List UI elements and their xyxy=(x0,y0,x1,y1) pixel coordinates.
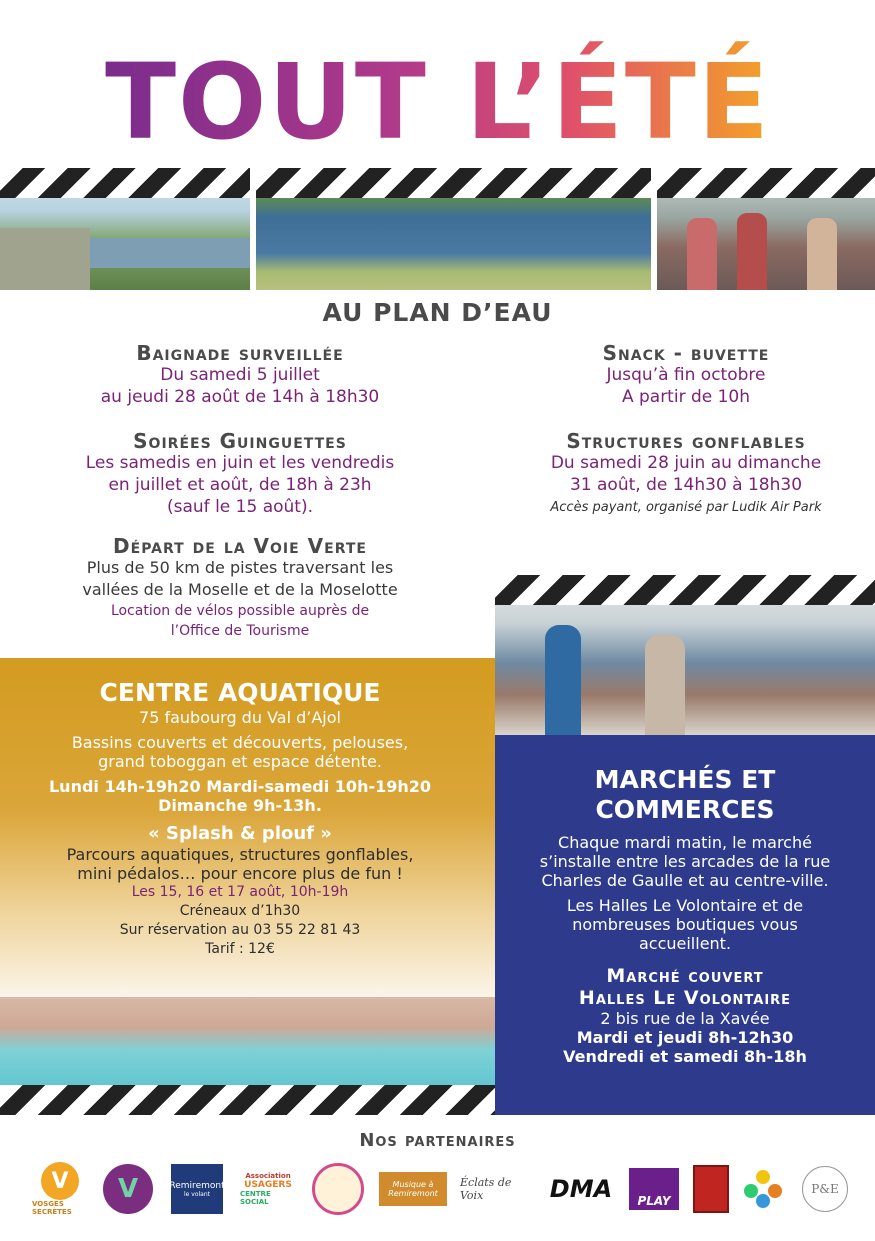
aquatique-hours1: Lundi 14h-19h20 Mardi-samedi 10h-19h20 xyxy=(48,777,432,796)
snack-line2: A partir de 10h xyxy=(621,387,751,407)
gonflables-line2: 31 août, de 14h30 à 18h30 xyxy=(569,475,803,495)
baignade-line2: au jeudi 28 août de 14h à 18h30 xyxy=(100,387,380,407)
pe-text: P&E xyxy=(802,1166,848,1212)
partners-heading xyxy=(0,1130,875,1152)
voie-verte-line2: vallées de la Moselle et de la Moselotte xyxy=(82,580,398,599)
dma-text: DMA xyxy=(549,1175,613,1203)
marches-p1-line1: Chaque mardi matin, le marché xyxy=(558,833,812,852)
splash-line1: Parcours aquatiques, structures gonflables, xyxy=(66,845,414,864)
marches-p2-line3: accueillent. xyxy=(638,934,732,953)
gonflables-line1: Du samedi 28 juin au dimanche xyxy=(550,453,822,473)
swimming-pool-photo xyxy=(0,997,495,1115)
guinguettes-line1: Les samedis en juin et les vendredis xyxy=(85,453,395,473)
association-usagers-logo[interactable] xyxy=(240,1160,296,1218)
guinguettes-block xyxy=(20,430,460,518)
voie-verte-block xyxy=(20,535,460,641)
splash-title: « Splash & plouf » xyxy=(148,823,332,844)
baignade-title: Baignade surveillée xyxy=(136,341,344,365)
asso-text-2: USAGERS xyxy=(244,1180,292,1190)
voie-verte-title: Départ de la Voie Verte xyxy=(113,534,367,558)
svg-text:TOUT L’ÉTÉ: TOUT L’ÉTÉ xyxy=(105,41,771,150)
voie-verte-line1: Plus de 50 km de pistes traversant les xyxy=(86,558,394,577)
dma-logo[interactable] xyxy=(545,1160,617,1218)
marches-p2-line1: Les Halles Le Volontaire et de xyxy=(566,896,804,915)
asso-text-3: CENTRE SOCIAL xyxy=(240,1190,271,1206)
aquatique-address: 75 faubourg du Val d’Ajol xyxy=(139,708,341,727)
musique-remiremont-logo[interactable] xyxy=(378,1160,448,1218)
gonflables-title: Structures gonflables xyxy=(566,429,806,453)
marches-section xyxy=(495,735,875,1115)
baignade-line1: Du samedi 5 juillet xyxy=(160,365,320,385)
aquatique-title: CENTRE AQUATIQUE xyxy=(99,678,381,707)
gonflables-note: Accès payant, organisé par Ludik Air Park xyxy=(550,500,822,515)
baignade-block xyxy=(40,342,440,408)
market-hall-photo xyxy=(495,575,875,735)
guinguettes-title: Soirées Guinguettes xyxy=(133,429,347,453)
lake-path-photo xyxy=(0,168,250,290)
page-title xyxy=(0,40,875,150)
aquatique-desc1: Bassins couverts et découverts, pelouses, xyxy=(71,733,409,752)
snack-line1: Jusqu’à fin octobre xyxy=(606,365,766,385)
aquatique-desc2: grand toboggan et espace détente. xyxy=(98,752,382,771)
volant-text: le volant xyxy=(184,1190,210,1198)
eclats-text: Éclats de Voix xyxy=(460,1176,512,1202)
partners-title-text: Nos partenaires xyxy=(359,1130,516,1151)
marches-p2-line2: nombreuses boutiques vous xyxy=(572,915,798,934)
vosges-secretes-text: VOSGES SECRÈTES xyxy=(32,1200,72,1216)
marche-couvert-title: Marché couvert xyxy=(606,965,764,987)
snack-block xyxy=(486,342,875,408)
remiremont-text: Remiremont xyxy=(169,1180,225,1191)
halles-title: Halles Le Volontaire xyxy=(578,987,792,1009)
halles-hours1: Mardi et jeudi 8h-12h30 xyxy=(576,1028,794,1047)
colorful-figures-logo[interactable] xyxy=(738,1160,788,1218)
faces-logo[interactable] xyxy=(310,1160,366,1218)
halles-address: 2 bis rue de la Xavée xyxy=(600,1009,770,1028)
guinguettes-line3: (sauf le 15 août). xyxy=(167,497,313,517)
remiremont-logo[interactable] xyxy=(169,1160,225,1218)
play-text: PLAY xyxy=(629,1168,679,1210)
circle-v-logo[interactable]: V xyxy=(100,1160,156,1218)
aquatique-hours2: Dimanche 9h-13h. xyxy=(158,796,322,815)
gonflables-block xyxy=(486,430,875,515)
voie-verte-line4: l’Office de Tourisme xyxy=(170,623,310,639)
splash-line2: mini pédalos… pour encore plus de fun ! xyxy=(77,864,403,883)
splash-reservation: Sur réservation au 03 55 22 81 43 xyxy=(119,922,361,938)
pe-logo[interactable] xyxy=(798,1160,852,1218)
red-emblem-logo[interactable] xyxy=(693,1160,729,1218)
figures-icon xyxy=(741,1167,785,1211)
splash-dates: Les 15, 16 et 17 août, 10h-19h xyxy=(131,884,349,900)
marches-title-2: COMMERCES xyxy=(595,795,775,824)
splash-creneaux: Créneaux d’1h30 xyxy=(179,903,301,919)
plan-deau-heading: AU PLAN D’EAU xyxy=(322,298,553,327)
marches-title-1: MARCHÉS ET xyxy=(594,765,776,794)
marches-p1-line3: Charles de Gaulle et au centre-ville. xyxy=(541,871,829,890)
eclats-de-voix-logo[interactable] xyxy=(460,1160,530,1218)
centre-aquatique-section xyxy=(0,658,495,998)
snack-title: Snack - buvette xyxy=(602,341,770,365)
marches-p1-line2: s’installe entre les arcades de la rue xyxy=(539,852,831,871)
play-logo[interactable] xyxy=(627,1160,681,1218)
vosges-secretes-logo[interactable]: V VOSGES SECRÈTES xyxy=(32,1160,88,1218)
splash-tarif: Tarif : 12€ xyxy=(205,941,275,957)
guinguette-dance-photo xyxy=(657,168,875,290)
guinguettes-line2: en juillet et août, de 18h à 23h xyxy=(108,475,372,495)
musique-text: Musique à Remiremont xyxy=(379,1172,447,1206)
lake-beach-photo xyxy=(256,168,651,290)
voie-verte-line3: Location de vélos possible auprès de xyxy=(110,603,370,619)
asso-text-1: Association xyxy=(245,1172,291,1180)
halles-hours2: Vendredi et samedi 8h-18h xyxy=(563,1047,807,1066)
